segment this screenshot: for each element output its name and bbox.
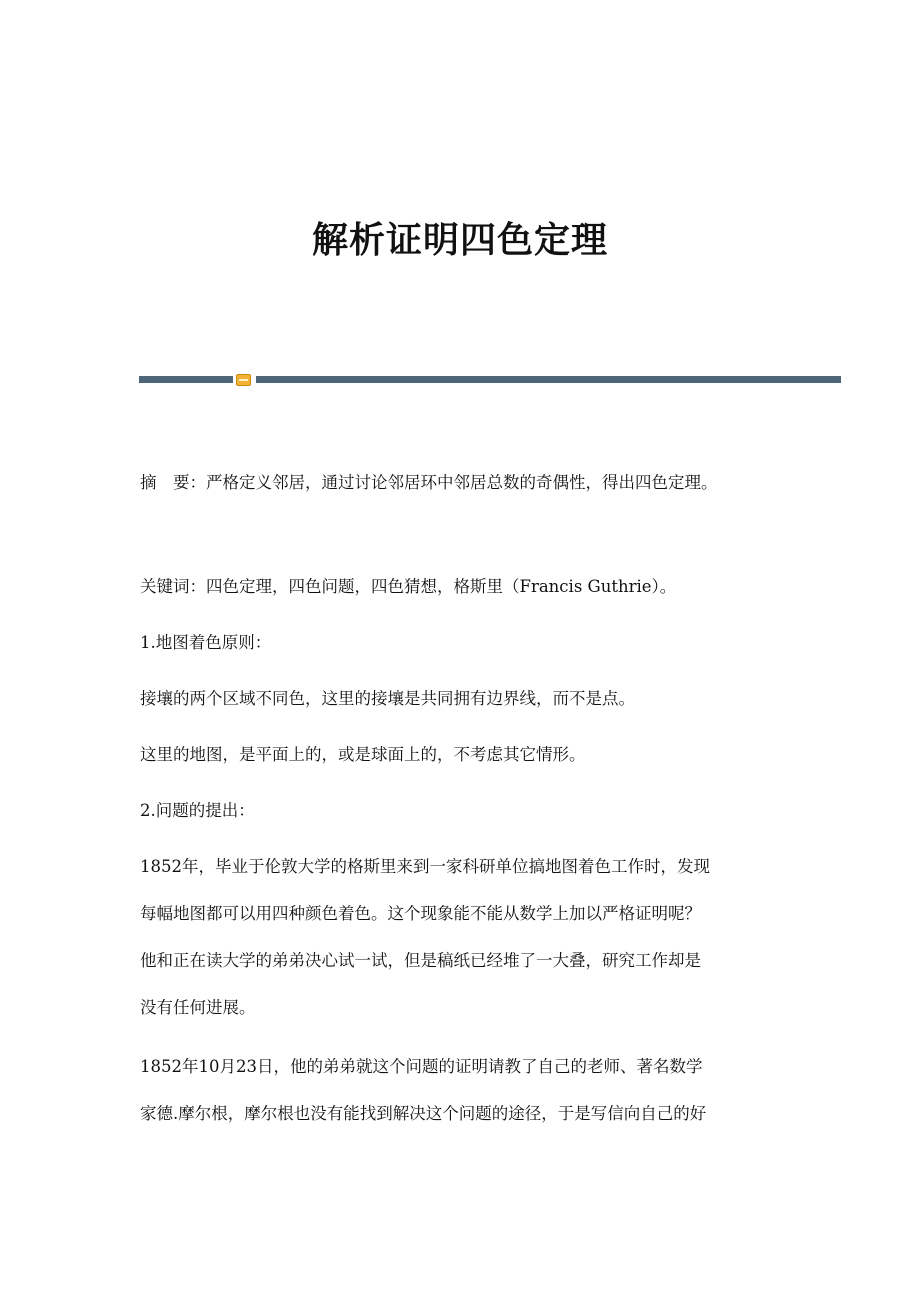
document-title: 解析证明四色定理 <box>311 219 608 261</box>
section1-line: 这里的地图，是平面上的，或是球面上的，不考虑其它情形。 <box>140 745 586 764</box>
document-emblem-icon <box>236 374 251 386</box>
section1-line: 接壤的两个区域不同色，这里的接壤是共同拥有边界线，而不是点。 <box>140 689 635 708</box>
paragraph-line: 1852年，毕业于伦敦大学的格斯里来到一家科研单位搞地图着色工作时，发现 <box>140 857 710 876</box>
paragraph-line: 家德.摩尔根，摩尔根也没有能找到解决这个问题的途径，于是写信向自己的好 <box>140 1104 707 1123</box>
abstract: 摘 要：严格定义邻居，通过讨论邻居环中邻居总数的奇偶性，得出四色定理。 <box>140 473 718 492</box>
title-divider <box>139 374 841 386</box>
paragraph-line: 没有任何进展。 <box>140 998 256 1017</box>
paragraph-line: 每幅地图都可以用四种颜色着色。这个现象能不能从数学上加以严格证明呢？ <box>140 904 701 923</box>
section2-heading: 2.问题的提出： <box>140 801 255 820</box>
section1-heading: 1.地图着色原则： <box>140 633 272 652</box>
keywords: 关键词：四色定理，四色问题，四色猜想，格斯里（Francis Guthrie）。 <box>140 577 677 596</box>
divider-bar-right <box>256 376 841 383</box>
paragraph-line: 他和正在读大学的弟弟决心试一试，但是稿纸已经堆了一大叠，研究工作却是 <box>140 951 701 970</box>
divider-bar-left <box>139 376 233 383</box>
paragraph-line: 1852年10月23日，他的弟弟就这个问题的证明请教了自己的老师、著名数学 <box>140 1057 703 1076</box>
